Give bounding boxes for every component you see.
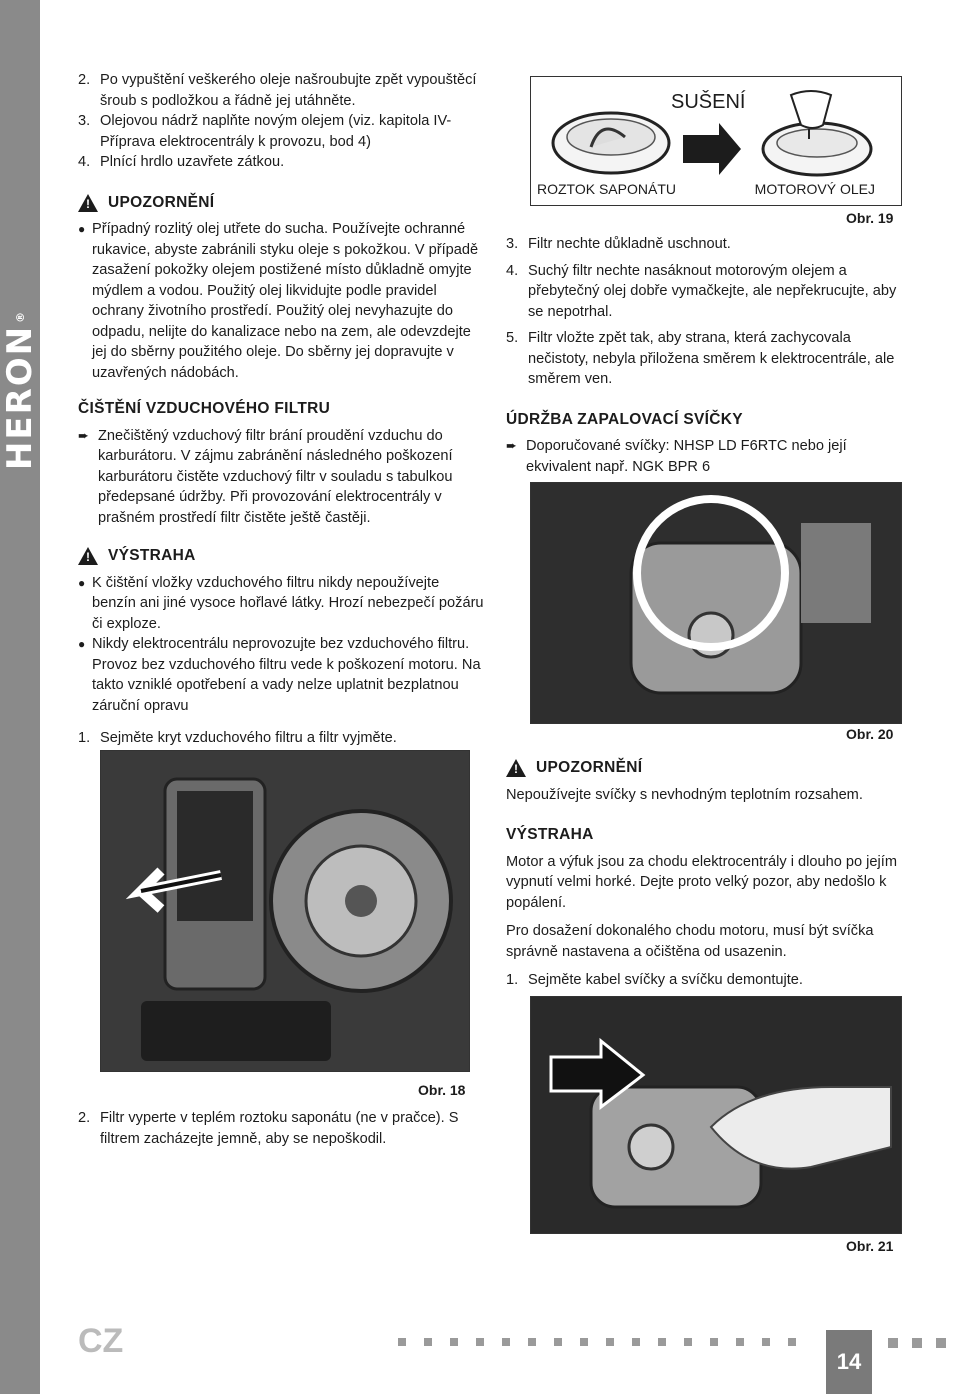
brand-sidebar	[0, 0, 40, 1394]
step-2-top: 2. Po vypuštění veškerého oleje našroubujte zpět vypouštěcí šroub s podložkou a řádně jej utáhněte.	[78, 72, 477, 109]
label-engine-oil: MOTOROVÝ OLEJ	[754, 181, 875, 197]
language-code: CZ	[78, 1322, 124, 1360]
step-3-right: 3. Filtr nechte důkladně uschnout.	[506, 236, 731, 252]
warning-bullet-2: ● Nikdy elektrocentrálu neprovozujte bez vzduchového filtru. Provoz bez vzduchového filtru vede k poškození motoru. Na takto vzniklé opotřebení a vady nelze uplatnit bezplatnou záruční opravu	[78, 636, 481, 714]
step-2-bottom: 2. Filtr vyperte v teplém roztoku saponátu (ne v pračce). S filtrem zacházejte jemně, aby se nepoškodil.	[78, 1110, 459, 1147]
figure-20-caption: Obr. 20	[846, 726, 894, 742]
arrow-right-icon: ➨	[506, 438, 517, 453]
warning-heading-3: ! UPOZORNĚNÍ	[506, 758, 904, 779]
brand-logo: HERON ®	[0, 309, 40, 471]
label-detergent: ROZTOK SAPONÁTU	[537, 181, 676, 197]
figure-21-caption: Obr. 21	[846, 1238, 894, 1254]
warning-heading-2: ! VÝSTRAHA	[78, 546, 486, 567]
label-drying: SUŠENÍ	[671, 91, 746, 113]
warning-heading-4: VÝSTRAHA	[506, 826, 594, 843]
warning-bullet-1: ● K čištění vložky vzduchového filtru nikdy nepoužívejte benzín ani jiné vysoce hořlavé látky. Hrozí nebezpečí požáru či exploze.	[78, 574, 484, 632]
warning-icon: !	[78, 194, 98, 212]
section-heading-spark-plug: ÚDRŽBA ZAPALOVACÍ SVÍČKY	[506, 410, 743, 428]
section-text-spark: ➨ Doporučované svíčky: NHSP LD F6RTC nebo její ekvivalent např. NGK BPR 6	[506, 436, 904, 477]
warning-heading: ! UPOZORNĚNÍ	[78, 193, 486, 214]
engine-photo-placeholder	[531, 483, 901, 723]
engine-photo-placeholder	[531, 997, 901, 1233]
right-column-warnings	[506, 758, 904, 991]
engine-illustration	[101, 751, 469, 1071]
left-column	[78, 70, 486, 749]
warning4-text: Motor a výfuk jsou za chodu elektrocentrály i dlouho po jejím vypnutí velmi horké. Dejte proto velký pozor, aby nedošlo k popálení.	[506, 853, 897, 911]
spark-paragraph: Pro dosažení dokonalého chodu motoru, musí být svíčka správně nastavena a očištěna od usazenin.	[506, 923, 874, 960]
warning-icon: !	[506, 759, 526, 777]
section-text: ➨ Znečištěný vzduchový filtr brání proudění vzduchu do karburátoru. V zájmu zabránění následného poškození karburátoru čistěte vzduchový filtr v souladu s tabulkou předepsané údržby. Při provozování elektrocentrály v prašném prostředí filtr čistěte ještě častěji.	[78, 426, 486, 529]
step-3-top: 3. Olejovou nádrž naplňte novým olejem (viz. kapitola IV- Příprava elektrocentrály k provozu, bod 4)	[78, 113, 452, 150]
figure-18-caption: Obr. 18	[418, 1082, 466, 1098]
right-column-steps	[506, 234, 904, 477]
arrow-right-icon: ➨	[78, 427, 89, 443]
figure-21-remove-plug	[530, 996, 902, 1234]
footer-dots	[398, 1338, 796, 1346]
footer-dots-right	[888, 1338, 946, 1348]
step-5-right: 5. Filtr vložte zpět tak, aby strana, která zachycovala nečistoty, nebyla přiložena směrem k elektrocentrále, ale směrem ven.	[506, 330, 895, 387]
warning-text: ● Případný rozlitý olej utřete do sucha. Používejte ochranné rukavice, abyste zabránili styku oleje s pokožkou. V případě zasažení pokožky olejem postižené místo důkladně omyjte mýdlem a vodou. Použitý olej likvidujte podle pravidel ochrany životního prostředí. Použitý olej nevyhazujte do odpadu, nelijte do kanalizace nebo na zem, ale odevzdejte jej do sběrny použitého oleje. Do sběrny jej dopravujte v uzavřených nádobách.	[78, 221, 479, 381]
figure-18-air-filter	[100, 750, 470, 1072]
step-4-top: 4. Plnící hrdlo uzavřete zátkou.	[78, 154, 285, 170]
figure-19-cleaning	[530, 76, 902, 206]
figure-19-caption: Obr. 19	[846, 210, 894, 226]
warning3-text: Nepoužívejte svíčky s nevhodným teplotním rozsahem.	[506, 786, 863, 803]
figure-20-spark-plug	[530, 482, 902, 724]
section-heading-air-filter: ČIŠTĚNÍ VZDUCHOVÉHO FILTRU	[78, 400, 331, 417]
step-1-left: 1. Sejměte kryt vzduchového filtru a filtr vyjměte.	[78, 730, 397, 746]
step-4-right: 4. Suchý filtr nechte nasáknout motorovým olejem a přebytečný olej dobře vymačkejte, ale nepřekrucujte, aby se nepotrhal.	[506, 262, 897, 320]
page-number: 14	[826, 1330, 872, 1394]
step-1-right: 1. Sejměte kabel svíčky a svíčku demontujte.	[506, 972, 803, 988]
left-bottom	[78, 1108, 486, 1149]
warning-icon: !	[78, 547, 98, 565]
